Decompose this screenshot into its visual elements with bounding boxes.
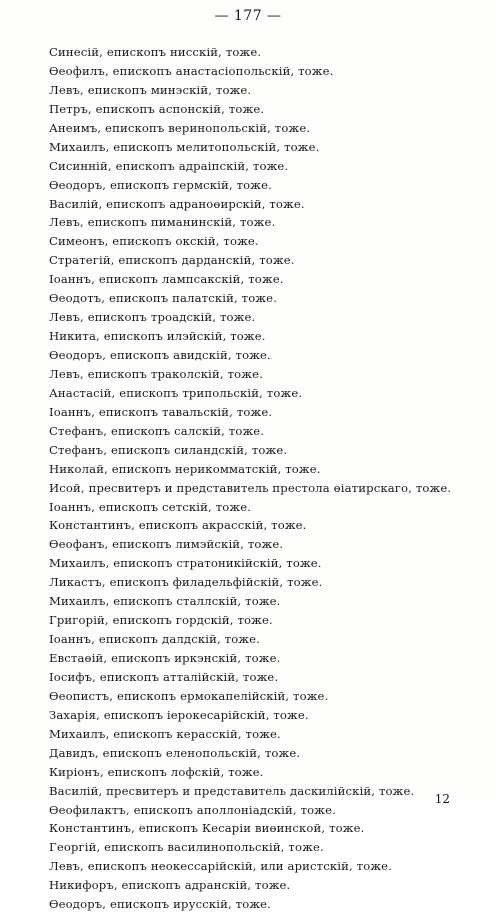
text-line: Михаилъ, епископъ керасскій, тоже. <box>49 726 281 741</box>
text-line: Георгій, епископъ василинопольскій, тоже. <box>49 840 324 855</box>
text-line: Василій, епископъ адраноөирскій, тоже. <box>49 196 305 211</box>
text-line: Левъ, епископъ минэскій, тоже. <box>49 82 252 97</box>
text-line: Өеодоръ, епископъ ирусскій, тоже. <box>49 897 272 912</box>
text-line: Никифоръ, епископъ адранскій, тоже. <box>49 878 291 893</box>
text-line: Михаилъ, епископъ мелитопольскій, тоже. <box>49 139 320 154</box>
text-line: Стефанъ, епископъ силандскій, тоже. <box>49 442 288 457</box>
text-line: Исой, пресвитеръ и представитель престола өіатирскаго, тоже. <box>49 480 452 495</box>
text-line: Никита, епископъ илэйскій, тоже. <box>49 329 266 344</box>
text-line: Левъ, епископъ траколскій, тоже. <box>49 366 263 381</box>
text-line: Левъ, епископъ троадскій, тоже. <box>49 310 256 325</box>
text-line: Киріонъ, епископъ лофскій, тоже. <box>49 764 264 779</box>
text-lines <box>49 43 489 914</box>
text-line: Давидъ, епископъ еленопольскій, тоже. <box>49 745 301 760</box>
text-line: Өеопистъ, епископъ ермокапелійскій, тоже. <box>49 688 329 703</box>
text-line: Николай, епископъ нерикомматскій, тоже. <box>49 461 321 476</box>
text-line: Михаилъ, епископъ стратоникійскій, тоже. <box>49 556 322 571</box>
text-line: Левъ, епископъ пиманинскій, тоже. <box>49 215 276 230</box>
text-line: Константинъ, епископъ акрасскій, тоже. <box>49 518 307 533</box>
text-line: Өеофилактъ, епископъ аполлоніадскій, тоже. <box>49 802 336 817</box>
text-line: Өеофанъ, епископъ лимэйскій, тоже. <box>49 537 284 552</box>
text-line: Анастасій, епископъ трипольскій, тоже. <box>49 385 303 400</box>
text-line: Захарія, епископъ іерокесарійскій, тоже. <box>49 707 309 722</box>
text-line: Симеонъ, епископъ окскій, тоже. <box>49 234 259 249</box>
text-line: Василій, пресвитеръ и представитель даскилійскій, тоже. <box>49 783 415 798</box>
text-line: Стефанъ, епископъ салскій, тоже. <box>49 423 265 438</box>
text-line: Іоаннъ, епископъ сетскій, тоже. <box>49 499 252 514</box>
text-line: Өеодотъ, епископъ палатскій, тоже. <box>49 291 278 306</box>
text-line: Стратегій, епископъ дарданскій, тоже. <box>49 253 295 268</box>
text-line: Іоаннъ, епископъ лампсакскій, тоже. <box>49 272 284 287</box>
text-line: Анеимъ, епископъ веринопольскій, тоже. <box>49 120 311 135</box>
text-line: Ликастъ, епископъ филадельфійскій, тоже. <box>49 575 323 590</box>
text-line: Сисинній, епископъ адраіпскій, тоже. <box>49 158 289 173</box>
text-line: Константинъ, епископъ Кесаріи виөинской, тоже. <box>49 821 365 836</box>
text-line: Михаилъ, епископъ сталлскій, тоже. <box>49 594 281 609</box>
text-line: Григорій, епископъ гордскій, тоже. <box>49 613 273 628</box>
page-number: — 177 — <box>214 8 282 24</box>
text-line: Евстаөій, епископъ иркэнскій, тоже. <box>49 651 281 665</box>
text-line: Өеофилъ, епископъ анастасіопольскій, тоже. <box>49 63 334 78</box>
signature-mark: 12 <box>434 792 450 806</box>
text-line: Өеодоръ, епископъ гермскій, тоже. <box>49 177 272 192</box>
text-line: Іоаннъ, епископъ далдскій, тоже. <box>49 632 261 647</box>
text-line: Өеодоръ, епископъ авидскій, тоже. <box>49 348 271 362</box>
text-line: Синесій, епископъ нисскій, тоже. <box>49 45 262 59</box>
text-line: Левъ, епископъ неокессарійскій, или аристскій, тоже. <box>49 859 393 874</box>
text-line: Іосифъ, епископъ атталійскій, тоже. <box>49 669 279 684</box>
text-line: Петръ, епископъ аспонскій, тоже. <box>49 101 265 116</box>
text-line: Іоаннъ, епископъ тавальскій, тоже. <box>49 404 273 419</box>
